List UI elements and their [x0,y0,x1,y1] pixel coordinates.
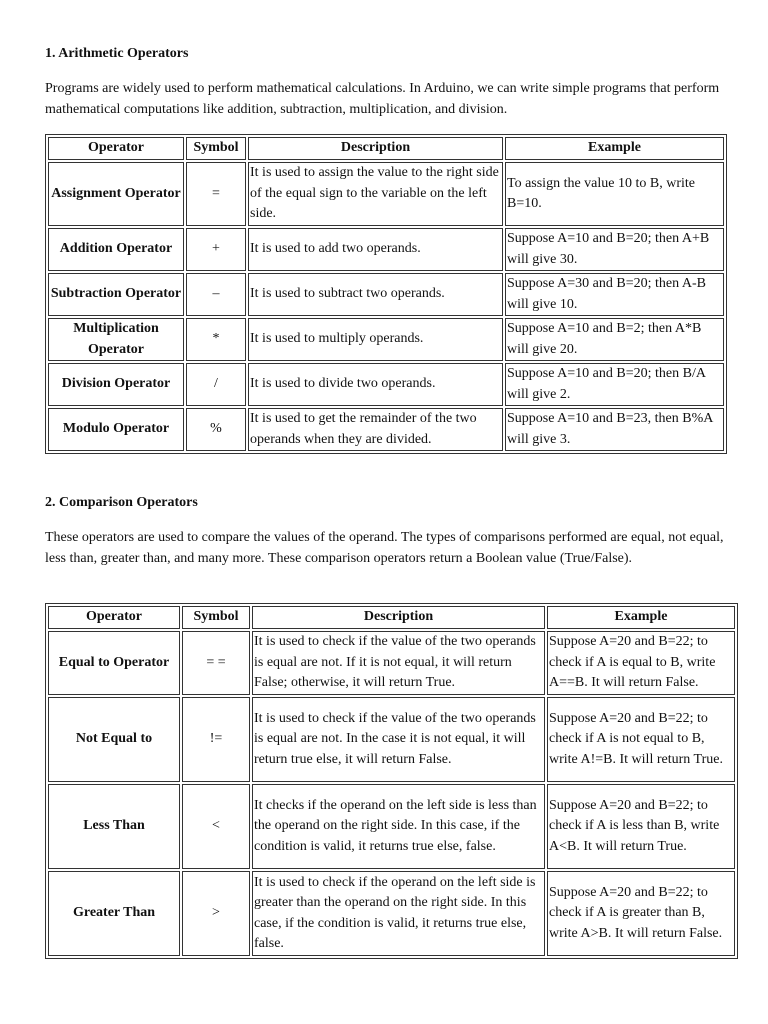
comparison-operators-table [45,603,738,959]
operator-description-cell: It is used to multiply operands. [248,318,503,361]
table-row [48,363,724,406]
operator-symbol-cell: = = [182,631,250,695]
operator-symbol-cell: != [182,697,250,782]
arithmetic-section-title: 1. Arithmetic Operators [45,46,189,61]
operator-description-cell: It is used to add two operands. [248,228,503,271]
arithmetic-intro-paragraph: Programs are widely used to perform mathematical calculations. In Arduino, we can write simple programs that perform mathematical computations like addition, subtraction, multiplication, and division. [45,81,720,117]
table-row [48,871,735,956]
operator-name-cell: Assignment Operator [48,162,184,226]
comparison-intro-paragraph: These operators are used to compare the values of the operand. The types of comparisons performed are equal, not equal, less than, greater than, and many more. These comparison operators return a Boolean value (True/False). [45,530,724,566]
operator-name-cell: Greater Than [48,871,180,956]
operator-description-cell: It is used to divide two operands. [248,363,503,406]
operator-symbol-cell: / [186,363,246,406]
table-row [48,784,735,869]
table-row [48,318,724,361]
table-row [48,631,735,695]
column-header-description: Description [248,137,503,160]
operator-example-cell: Suppose A=20 and B=22; to check if A is not equal to B, write A!=B. It will return True. [547,697,735,782]
table-header-row [48,606,735,629]
operator-example-cell: Suppose A=10 and B=20; then B/A will give 2. [505,363,724,406]
operator-description-cell: It is used to get the remainder of the two operands when they are divided. [248,408,503,451]
operator-description-cell: It checks if the operand on the left side is less than the operand on the right side. In this case, if the condition is valid, it returns true else, false. [252,784,545,869]
operator-symbol-cell: < [182,784,250,869]
operator-name-cell: Division Operator [48,363,184,406]
operator-symbol-cell: + [186,228,246,271]
operator-symbol-cell: * [186,318,246,361]
operator-name-cell: Less Than [48,784,180,869]
column-header-example: Example [505,137,724,160]
operator-example-cell: Suppose A=20 and B=22; to check if A is equal to B, write A==B. It will return False. [547,631,735,695]
arithmetic-operators-table [45,134,727,454]
operator-example-cell: Suppose A=20 and B=22; to check if A is less than B, write A<B. It will return True. [547,784,735,869]
operator-symbol-cell: > [182,871,250,956]
column-header-symbol: Symbol [182,606,250,629]
operator-description-cell: It is used to assign the value to the right side of the equal sign to the variable on the left side. [248,162,503,226]
operator-example-cell: Suppose A=10 and B=2; then A*B will give 20. [505,318,724,361]
operator-description-cell: It is used to check if the value of the two operands is equal are not. In the case it is not equal, it will return true else, it will return False. [252,697,545,782]
table-row [48,408,724,451]
operator-symbol-cell: – [186,273,246,316]
operator-example-cell: Suppose A=10 and B=20; then A+B will give 30. [505,228,724,271]
operator-name-cell: Addition Operator [48,228,184,271]
operator-description-cell: It is used to check if the operand on the left side is greater than the operand on the right side. In this case, if the condition is valid, it returns true else, false. [252,871,545,956]
operator-name-cell: Subtraction Operator [48,273,184,316]
operator-example-cell: Suppose A=30 and B=20; then A-B will give 10. [505,273,724,316]
operator-description-cell: It is used to check if the value of the two operands is equal are not. If it is not equal, it will return False; otherwise, it will return True. [252,631,545,695]
operator-example-cell: Suppose A=20 and B=22; to check if A is greater than B, write A>B. It will return False. [547,871,735,956]
table-header-row [48,137,724,160]
operator-description-cell: It is used to subtract two operands. [248,273,503,316]
column-header-operator: Operator [48,137,184,160]
operator-example-cell: Suppose A=10 and B=23, then B%A will give 3. [505,408,724,451]
table-row [48,697,735,782]
operator-name-cell: Modulo Operator [48,408,184,451]
operator-name-cell: Not Equal to [48,697,180,782]
operator-symbol-cell: = [186,162,246,226]
operator-example-cell: To assign the value 10 to B, write B=10. [505,162,724,226]
operator-symbol-cell: % [186,408,246,451]
column-header-symbol: Symbol [186,137,246,160]
table-row [48,162,724,226]
column-header-example: Example [547,606,735,629]
operator-name-cell: Equal to Operator [48,631,180,695]
column-header-description: Description [252,606,545,629]
table-row [48,273,724,316]
table-row [48,228,724,271]
operator-name-cell: Multiplication Operator [48,318,184,361]
comparison-section-title: 2. Comparison Operators [45,495,198,510]
column-header-operator: Operator [48,606,180,629]
